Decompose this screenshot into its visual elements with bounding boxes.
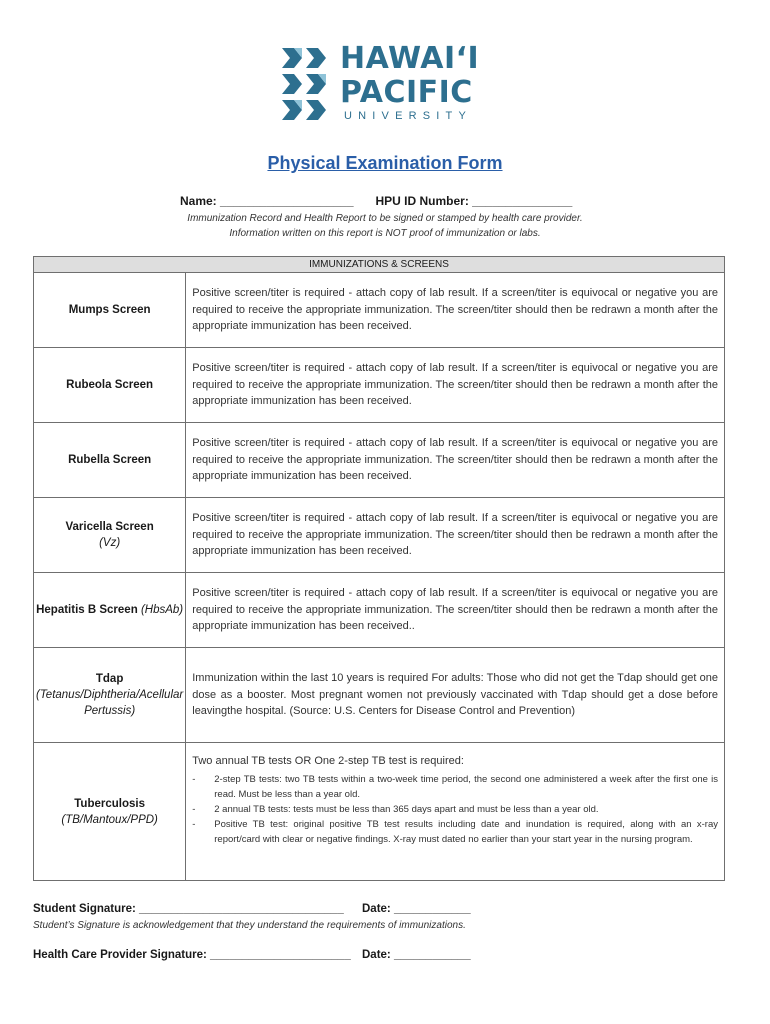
name-field[interactable]: Name: ____________________ (180, 194, 354, 208)
tb-intro: Two annual TB tests OR One 2-step TB test is required: (192, 755, 464, 767)
name-id-line (180, 194, 572, 208)
row-requirement: Positive screen/titer is required - attach copy of lab result. If a screen/titer is equivocal or negative you are required to receive the appropriate immunization. The screen/titer should then be redrawn a month after the appropriate immunization has been received. (186, 273, 725, 348)
student-signature-note: Student’s Signature is acknowledgement that they understand the requirements of immunizations. (33, 920, 466, 931)
hpu-id-field[interactable]: HPU ID Number: _______________ (375, 194, 573, 208)
row-requirement (186, 743, 725, 881)
note-not-proof: Information written on this report is NOT proof of immunization or labs. (229, 228, 541, 239)
table-row (34, 273, 725, 348)
row-requirement: Positive screen/titer is required - attach copy of lab result. If a screen/titer is equivocal or negative you are required to receive the appropriate immunization. The screen/titer should then be redrawn a month after the appropriate immunization has been received. (186, 348, 725, 423)
immunization-table (33, 256, 725, 881)
student-signature-line (33, 903, 471, 915)
row-sublabel: (Tetanus/Diphtheria/Acellular Pertussis) (36, 689, 184, 717)
row-label: Mumps Screen (34, 273, 186, 348)
row-label: Rubella Screen (34, 423, 186, 498)
row-label: Tuberculosis (TB/Mantoux/PPD) (34, 743, 186, 881)
row-sublabel: (TB/Mantoux/PPD) (61, 813, 158, 826)
row-label: Rubeola Screen (34, 348, 186, 423)
logo-line-1: HAWAI‘I (340, 41, 480, 76)
row-requirement: Positive screen/titer is required - attach copy of lab result. If a screen/titer is equivocal or negative you are required to receive the appropriate immunization. The screen/titer should then be redrawn a month after the appropriate immunization has been received. (186, 423, 725, 498)
row-label: Hepatitis B Screen (HbsAb) (34, 573, 186, 648)
table-heading: IMMUNIZATIONS & SCREENS (34, 257, 725, 273)
row-label: Varicella Screen (Vz) (34, 498, 186, 573)
table-row (34, 498, 725, 573)
university-logo (280, 41, 495, 124)
student-date-field[interactable]: Date: ____________ (362, 903, 471, 915)
table-row (34, 348, 725, 423)
logo-line-3: UNIVERSITY (344, 110, 473, 122)
row-label: Tdap (Tetanus/Diphtheria/Acellular Pertussis) (34, 648, 186, 743)
list-item: - 2 annual TB tests: tests must be less than 365 days apart and must be less than a year old. (192, 803, 599, 815)
provider-signature-field[interactable]: Health Care Provider Signature: ______________________ (33, 949, 351, 961)
form-title: Physical Examination Form (267, 153, 503, 173)
row-requirement: Immunization within the last 10 years is required For adults: Those who did not get the Tdap should get one dose as a booster. Most pregnant women not previously vaccinated with Tdap should get a dose before leavingthe hospital. (Source: U.S. Centers for Disease Control and Prevention) (186, 648, 725, 743)
logo-mark-icon (280, 46, 332, 122)
list-item: - 2-step TB tests: two TB tests within a two-week time period, the second one administered a week after the first one is read. Must be less than a year old. (192, 773, 718, 800)
provider-signature-line (33, 949, 471, 961)
table-heading-row (34, 257, 725, 273)
row-requirement: Positive screen/titer is required - attach copy of lab result. If a screen/titer is equivocal or negative you are required to receive the appropriate immunization. The screen/titer should then be redrawn a month after the appropriate immunization has been received.. (186, 573, 725, 648)
table-row (34, 573, 725, 648)
provider-date-field[interactable]: Date: ____________ (362, 949, 471, 961)
row-sublabel: (Vz) (99, 537, 121, 549)
note-signed: Immunization Record and Health Report to be signed or stamped by health care provider. (187, 213, 583, 224)
logo-line-2: PACIFIC (340, 75, 473, 110)
student-signature-field[interactable]: Student Signature: ________________________________ (33, 903, 344, 915)
row-requirement: Positive screen/titer is required - attach copy of lab result. If a screen/titer is equivocal or negative you are required to receive the appropriate immunization. The screen/titer should then be redrawn a month after the appropriate immunization has been received. (186, 498, 725, 573)
tb-options-list (192, 772, 718, 847)
table-row (34, 648, 725, 743)
table-row (34, 743, 725, 881)
list-item: - Positive TB test: original positive TB test results including date and inundation is required, along with an x-ray report/card with clear or negative findings. X-ray must dated no earlier than your start year in the nursing program. (192, 818, 718, 845)
row-sublabel: (HbsAb) (140, 604, 184, 616)
table-row (34, 423, 725, 498)
